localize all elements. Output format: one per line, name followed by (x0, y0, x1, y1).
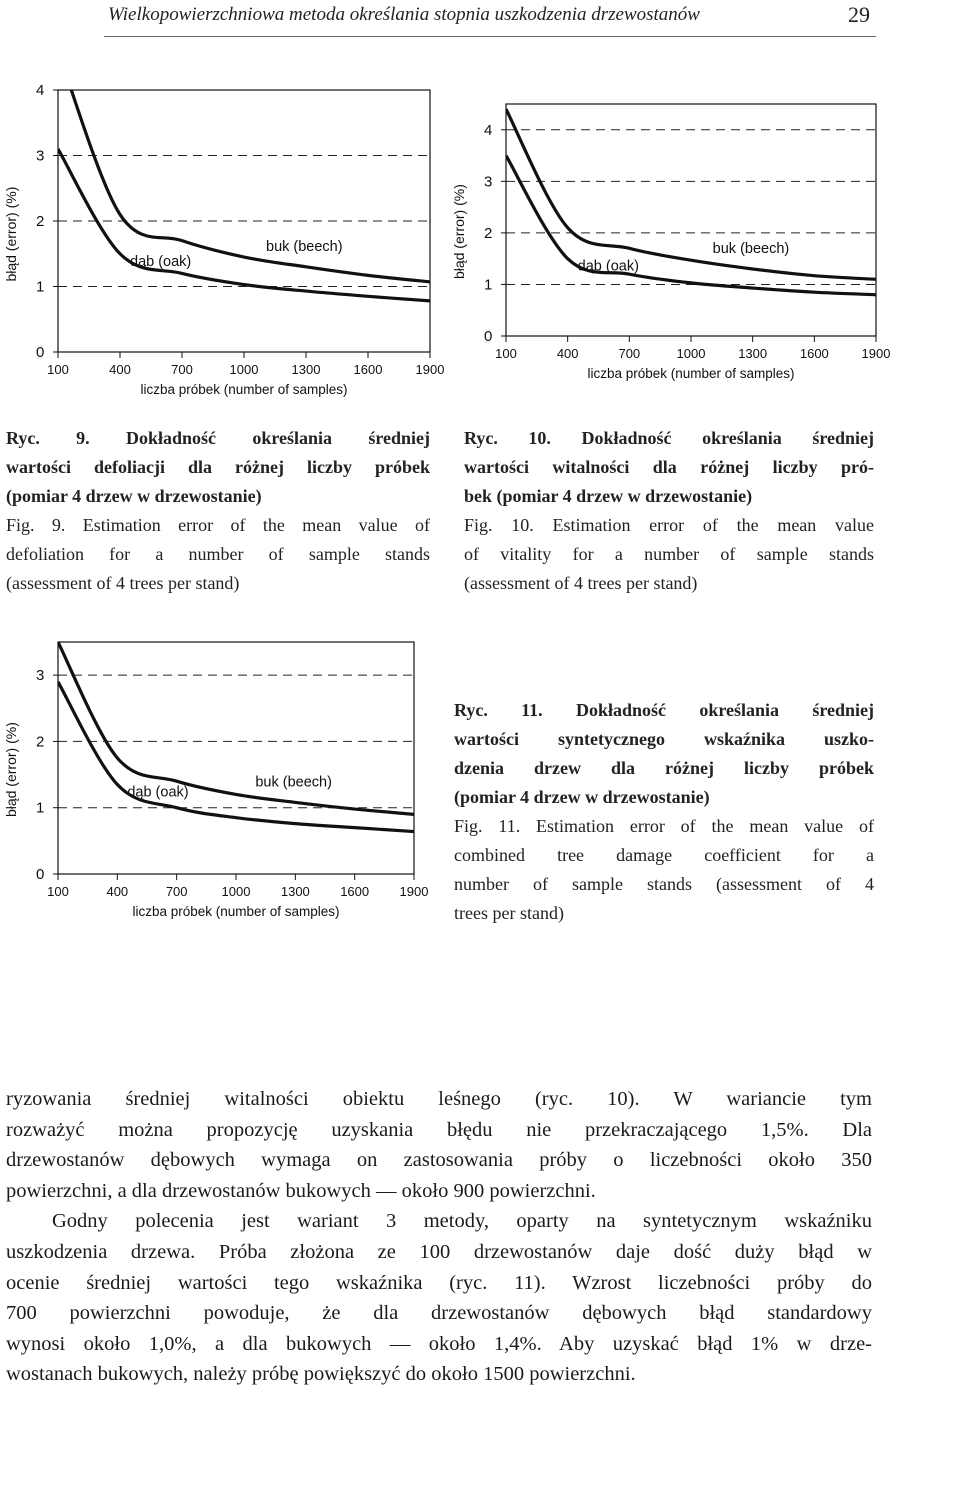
caption-en-line: (assessment of 4 trees per stand) (464, 573, 698, 593)
x-tick-label: 400 (109, 362, 131, 377)
x-tick-label: 1900 (415, 362, 445, 377)
y-axis-label: błąd (error) (%) (3, 722, 19, 818)
caption-fig9 (6, 424, 430, 598)
caption-pl-line: bek (pomiar 4 drzew w drzewostanie) (464, 486, 753, 506)
y-tick-label: 0 (484, 328, 493, 345)
x-tick-label: 1000 (229, 362, 259, 377)
caption-en-line: (assessment of 4 trees per stand) (6, 573, 240, 593)
body-line: uszkodzenia drzewa. Próba złożona ze 100 drzewostanów daje dość duży błąd w (6, 1240, 872, 1263)
body-text (6, 1084, 872, 1390)
series-label-oak: dąb (oak) (577, 258, 639, 275)
series-line-beech (58, 642, 414, 814)
x-axis-label: liczba próbek (number of samples) (132, 904, 340, 919)
series-label-beech: buk (beech) (255, 774, 332, 791)
caption-pl-line: Ryc. 11. Dokładność określania średniej (454, 700, 874, 720)
chart-svg (0, 630, 440, 950)
y-tick-label: 3 (484, 173, 493, 191)
chart-svg (448, 80, 891, 400)
x-tick-label: 1900 (399, 884, 429, 899)
chart-fig11 (0, 630, 440, 950)
body-line: 700 powierzchni powoduje, że dla drzewostanów dębowych błąd standardowy (6, 1302, 872, 1325)
body-line: wostanach bukowych, należy próbę powiększyć do około 1500 powierzchni. (6, 1363, 636, 1386)
page-number: 29 (848, 2, 870, 27)
caption-en-line: trees per stand) (454, 903, 564, 923)
body-line: drzewostanów dębowych wymaga on zastosowania próby o liczebności około 350 (6, 1149, 872, 1172)
plot-frame (58, 642, 414, 874)
caption-en-line: Fig. 9. Estimation error of the mean value of (6, 515, 430, 535)
x-tick-label: 100 (47, 884, 69, 899)
x-tick-label: 100 (47, 362, 69, 377)
series-label-oak: dąb (oak) (127, 784, 189, 801)
x-tick-label: 1300 (280, 884, 310, 899)
caption-en-line: defoliation for a number of sample stands (6, 544, 430, 564)
caption-fig10 (464, 424, 874, 598)
caption-en-line: Fig. 11. Estimation error of the mean value of (454, 816, 874, 836)
caption-pl-line: wartości defoliacji dla różnej liczby próbek (6, 457, 430, 477)
caption-en-line: of vitality for a number of sample stands (464, 544, 874, 564)
caption-pl-line: Ryc. 10. Dokładność określania średniej (464, 428, 874, 448)
caption-pl-line: (pomiar 4 drzew w drzewostanie) (454, 787, 710, 807)
caption-pl-line: Ryc. 9. Dokładność określania średniej (6, 428, 430, 448)
running-header (0, 0, 960, 44)
series-label-beech: buk (beech) (266, 238, 343, 255)
y-tick-label: 1 (36, 799, 45, 817)
x-tick-label: 1600 (340, 884, 370, 899)
x-tick-label: 700 (618, 346, 641, 361)
x-tick-label: 100 (495, 346, 517, 361)
x-axis-label: liczba próbek (number of samples) (140, 382, 348, 397)
caption-en-line: number of sample stands (assessment of 4 (454, 874, 874, 894)
chart-fig9 (0, 60, 445, 400)
body-line: rozważyć można propozycję uzyskania błędu nie przekraczającego 1,5%. Dla (6, 1118, 872, 1141)
chart-fig10 (448, 80, 891, 400)
caption-en-line: combined tree damage coefficient for a (454, 845, 874, 865)
header-rule (104, 36, 876, 37)
series-label-oak: dąb (oak) (130, 253, 192, 270)
x-tick-label: 1300 (738, 346, 768, 361)
body-line: Godny polecenia jest wariant 3 metody, oparty na syntetycznym wskaźniku (52, 1210, 872, 1233)
series-line-oak (58, 149, 430, 301)
body-line: ryzowania średniej witalności obiektu leśnego (ryc. 10). W wariancie tym (6, 1088, 872, 1110)
x-tick-label: 700 (171, 362, 193, 377)
y-tick-label: 3 (36, 147, 45, 165)
x-tick-label: 1600 (353, 362, 383, 377)
series-label-beech: buk (beech) (712, 240, 790, 257)
chart-svg (0, 60, 445, 400)
body-line: powierzchni, a dla drzewostanów bukowych — około 900 powierzchni. (6, 1179, 596, 1202)
x-axis-label: liczba próbek (number of samples) (587, 366, 795, 381)
x-tick-label: 400 (106, 884, 129, 899)
y-tick-label: 1 (484, 276, 493, 294)
x-tick-label: 700 (165, 884, 188, 899)
y-tick-label: 0 (36, 344, 45, 361)
x-tick-label: 1000 (221, 884, 251, 899)
caption-pl-line: dzenia drzew dla różnej liczby próbek (454, 758, 874, 778)
caption-pl-line: wartości syntetycznego wskaźnika uszko- (454, 729, 874, 749)
x-tick-label: 1600 (799, 346, 829, 361)
running-title: Wielkopowierzchniowa metoda określania stopnia uszkodzenia drzewostanów (108, 4, 700, 25)
y-tick-label: 4 (36, 82, 45, 99)
caption-pl-line: wartości witalności dla różnej liczby pró- (464, 457, 874, 477)
y-tick-label: 3 (36, 667, 45, 685)
y-tick-label: 2 (484, 224, 493, 242)
x-tick-label: 1300 (291, 362, 321, 377)
caption-en-line: Fig. 10. Estimation error of the mean value (464, 515, 874, 535)
y-tick-label: 2 (36, 733, 45, 751)
series-line-oak (506, 156, 876, 295)
y-tick-label: 2 (36, 213, 45, 230)
body-line: ocenie średniej wartości tego wskaźnika (ryc. 11). Wzrost liczebności próby do (6, 1271, 872, 1294)
x-tick-label: 400 (556, 346, 579, 361)
caption-pl-line: (pomiar 4 drzew w drzewostanie) (6, 486, 262, 506)
x-tick-label: 1000 (676, 346, 706, 361)
x-tick-label: 1900 (861, 346, 891, 361)
y-tick-label: 4 (484, 121, 493, 139)
body-line: wynosi około 1,0%, a dla bukowych — około 1,4%. Aby uzyskać błąd 1% w drze- (6, 1332, 872, 1355)
y-tick-label: 1 (36, 278, 45, 296)
y-axis-label: błąd (error) (%) (451, 184, 467, 280)
y-tick-label: 0 (36, 866, 45, 883)
y-axis-label: błąd (error) (%) (3, 186, 19, 282)
caption-fig11 (454, 696, 874, 928)
